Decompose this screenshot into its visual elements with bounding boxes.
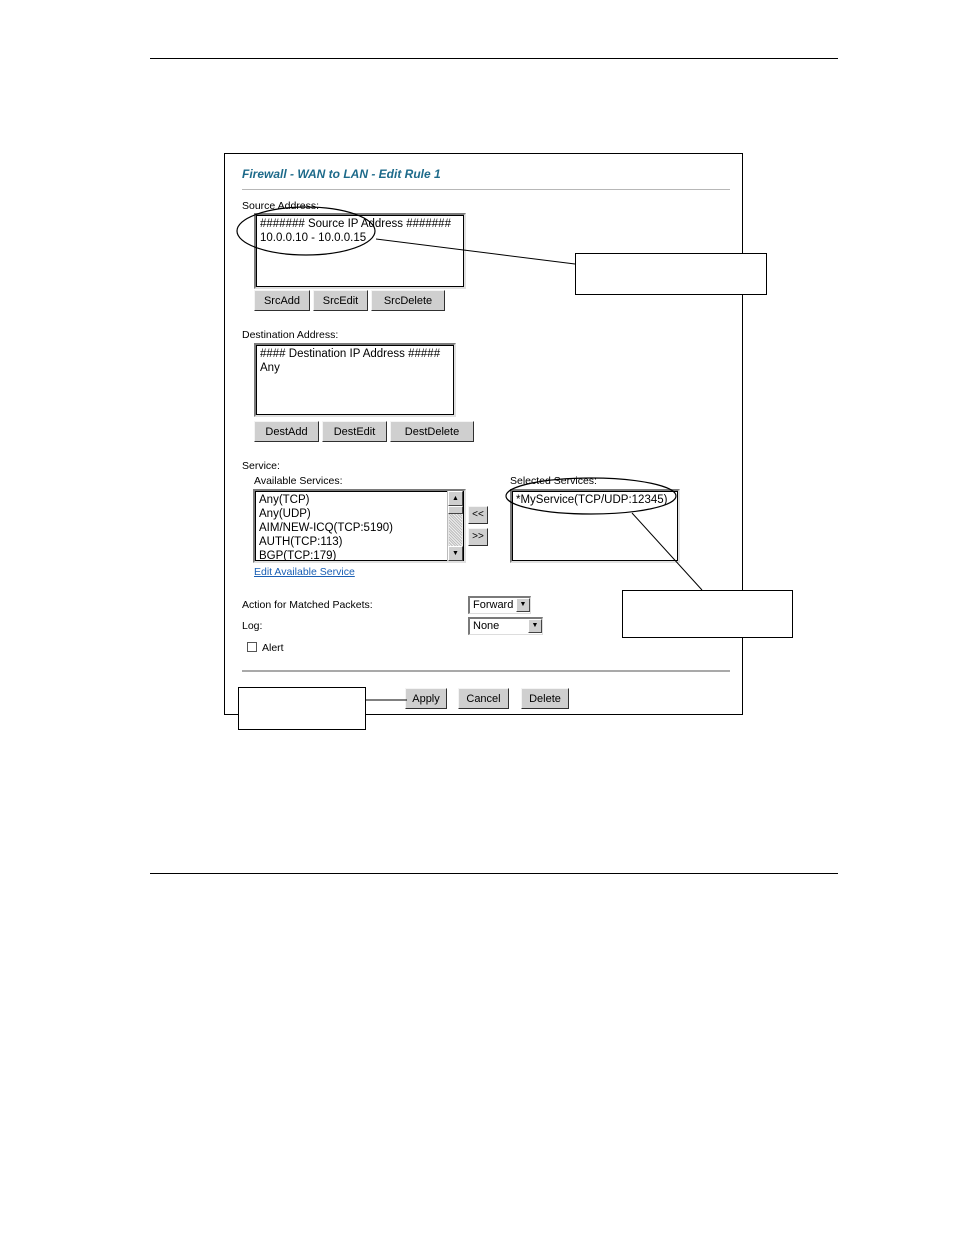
leader-line-source — [376, 239, 575, 264]
list-item[interactable]: Any — [260, 362, 280, 374]
dest-edit-button[interactable]: DestEdit — [322, 421, 387, 442]
log-label: Log: — [242, 620, 263, 632]
move-right-button[interactable]: >> — [468, 528, 488, 546]
cancel-button[interactable]: Cancel — [458, 688, 509, 709]
highlight-ellipse-service — [506, 478, 676, 514]
destination-address-label: Destination Address: — [242, 329, 339, 341]
list-item[interactable]: BGP(TCP:179) — [259, 550, 337, 562]
src-add-button[interactable]: SrcAdd — [254, 290, 310, 311]
list-item[interactable]: AUTH(TCP:113) — [259, 536, 343, 548]
dropdown-arrow-icon[interactable]: ▼ — [516, 598, 530, 612]
list-item[interactable]: #### Destination IP Address ##### — [260, 348, 441, 360]
move-left-button[interactable]: << — [468, 506, 488, 524]
scroll-down-arrow-icon[interactable]: ▼ — [448, 546, 463, 561]
page-title: Firewall - WAN to LAN - Edit Rule 1 — [242, 167, 441, 181]
dest-add-button[interactable]: DestAdd — [254, 421, 319, 442]
edit-available-service-link[interactable]: Edit Available Service — [254, 566, 355, 578]
list-item[interactable]: 10.0.0.10 - 10.0.0.15 — [260, 232, 367, 244]
highlight-ellipse-source — [237, 207, 375, 255]
list-item[interactable]: Any(TCP) — [259, 494, 310, 506]
list-item[interactable]: *MyService(TCP/UDP:12345) — [516, 494, 668, 506]
service-label: Service: — [242, 460, 280, 472]
delete-button[interactable]: Delete — [521, 688, 569, 709]
apply-button[interactable]: Apply — [405, 688, 447, 709]
available-services-label: Available Services: — [254, 475, 343, 487]
alert-label: Alert — [262, 642, 284, 654]
action-label: Action for Matched Packets: — [242, 599, 373, 611]
source-address-label: Source Address: — [242, 200, 320, 212]
scroll-up-arrow-icon[interactable]: ▲ — [448, 491, 463, 506]
log-value: None — [473, 620, 500, 632]
action-value: Forward — [473, 599, 514, 611]
src-delete-button[interactable]: SrcDelete — [371, 290, 445, 311]
leader-line-service — [632, 513, 702, 590]
list-item[interactable]: ####### Source IP Address ####### — [260, 218, 451, 230]
dropdown-arrow-icon[interactable]: ▼ — [528, 619, 542, 633]
selected-services-label: Selected Services: — [510, 475, 597, 487]
list-item[interactable]: AIM/NEW-ICQ(TCP:5190) — [259, 522, 393, 534]
dest-delete-button[interactable]: DestDelete — [390, 421, 474, 442]
src-edit-button[interactable]: SrcEdit — [313, 290, 368, 311]
list-item[interactable]: Any(UDP) — [259, 508, 311, 520]
